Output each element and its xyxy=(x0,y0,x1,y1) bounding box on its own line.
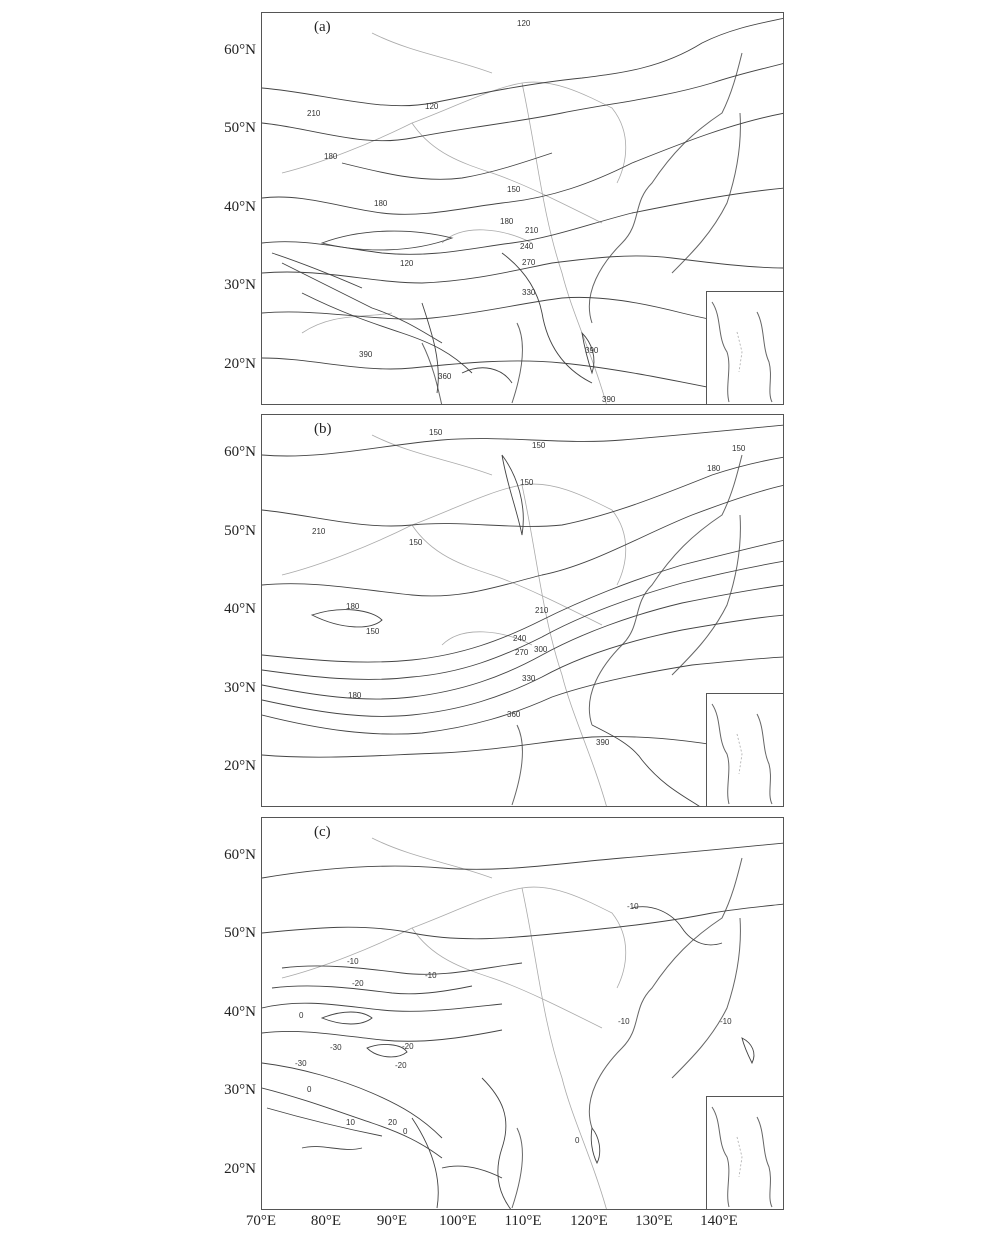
contour-label: 0 xyxy=(299,1011,304,1020)
lon-tick-120: 120°E xyxy=(570,1213,608,1229)
contour-label: 180 xyxy=(348,691,362,700)
lat-tick-30: 30°N xyxy=(224,277,256,293)
south-china-sea-inset xyxy=(706,693,783,806)
lat-tick-40: 40°N xyxy=(224,601,256,617)
contour-label: 240 xyxy=(513,634,527,643)
contour-label: 0 xyxy=(403,1127,408,1136)
political-boundaries xyxy=(282,838,626,1210)
contour-label: 180 xyxy=(500,217,514,226)
contour-label: 270 xyxy=(522,258,536,267)
map-panel-a xyxy=(261,12,784,405)
contour-label: 210 xyxy=(307,109,321,118)
panel-label-a: (a) xyxy=(314,19,331,35)
contour-label: 20 xyxy=(388,1118,397,1127)
lat-tick-50: 50°N xyxy=(224,523,256,539)
lat-tick-50: 50°N xyxy=(224,925,256,941)
south-china-sea-inset xyxy=(706,291,783,404)
contour-label: 300 xyxy=(534,645,548,654)
contour-label: 390 xyxy=(359,350,373,359)
lat-tick-20: 20°N xyxy=(224,1161,256,1177)
contour-label: 210 xyxy=(535,606,549,615)
contour-label: -10 xyxy=(347,957,359,966)
lat-tick-60: 60°N xyxy=(224,444,256,460)
contour-label: 150 xyxy=(520,478,534,487)
lon-tick-90: 90°E xyxy=(376,1213,408,1229)
contour-label: -20 xyxy=(402,1042,414,1051)
contour-label: -10 xyxy=(425,971,437,980)
contour-label: 210 xyxy=(525,226,539,235)
contour-label: -20 xyxy=(395,1061,407,1070)
inset-map xyxy=(707,1097,783,1209)
lat-tick-30: 30°N xyxy=(224,680,256,696)
contour-label: -30 xyxy=(295,1059,307,1068)
lon-tick-130: 130°E xyxy=(635,1213,673,1229)
contour-label: -10 xyxy=(720,1017,732,1026)
panel-label-b: (b) xyxy=(314,421,332,437)
contour-label: 180 xyxy=(324,152,338,161)
contour-label: 120 xyxy=(517,19,531,28)
contour-label: 120 xyxy=(425,102,439,111)
south-china-sea-inset xyxy=(706,1096,783,1209)
contour-label: 240 xyxy=(520,242,534,251)
contour-label: 390 xyxy=(602,395,616,404)
contour-label: 360 xyxy=(438,372,452,381)
lat-tick-60: 60°N xyxy=(224,42,256,58)
lon-tick-70: 70°E xyxy=(245,1213,277,1229)
lon-tick-110: 110°E xyxy=(504,1213,542,1229)
lat-tick-50: 50°N xyxy=(224,120,256,136)
contour-label: 330 xyxy=(522,288,536,297)
contour-label: 270 xyxy=(515,648,529,657)
lon-tick-100: 100°E xyxy=(439,1213,477,1229)
political-boundaries xyxy=(282,33,626,405)
panel-label-c: (c) xyxy=(314,824,331,840)
map-panel-b xyxy=(261,414,784,807)
contour-label: 150 xyxy=(532,441,546,450)
contour-label: 210 xyxy=(312,527,326,536)
contour-label: -10 xyxy=(618,1017,630,1026)
inset-map xyxy=(707,694,783,806)
contour-label: 150 xyxy=(429,428,443,437)
contour-label: 180 xyxy=(346,602,360,611)
lat-tick-30: 30°N xyxy=(224,1082,256,1098)
lat-tick-40: 40°N xyxy=(224,1004,256,1020)
contour-label: -10 xyxy=(627,902,639,911)
contour-label: 390 xyxy=(585,346,599,355)
lat-tick-40: 40°N xyxy=(224,199,256,215)
contour-label: 0 xyxy=(575,1136,580,1145)
contour-label: 0 xyxy=(307,1085,312,1094)
contour-label: -30 xyxy=(330,1043,342,1052)
lat-tick-60: 60°N xyxy=(224,847,256,863)
contour-label: 360 xyxy=(507,710,521,719)
contour-label: 150 xyxy=(732,444,746,453)
contour-label: 150 xyxy=(409,538,423,547)
contour-label: 330 xyxy=(522,674,536,683)
contour-label: 180 xyxy=(374,199,388,208)
contour-label: 10 xyxy=(346,1118,355,1127)
inset-map xyxy=(707,292,783,404)
contour-label: 150 xyxy=(366,627,380,636)
contour-label: 150 xyxy=(507,185,521,194)
map-panel-c xyxy=(261,817,784,1210)
lon-tick-80: 80°E xyxy=(310,1213,342,1229)
contour-label: 390 xyxy=(596,738,610,747)
lon-tick-140: 140°E xyxy=(700,1213,738,1229)
contour-label: 180 xyxy=(707,464,721,473)
coastlines xyxy=(422,53,742,405)
lat-tick-20: 20°N xyxy=(224,758,256,774)
contour-label: -20 xyxy=(352,979,364,988)
contour-label-group xyxy=(307,19,616,404)
lat-tick-20: 20°N xyxy=(224,356,256,372)
contour-label: 120 xyxy=(400,259,414,268)
